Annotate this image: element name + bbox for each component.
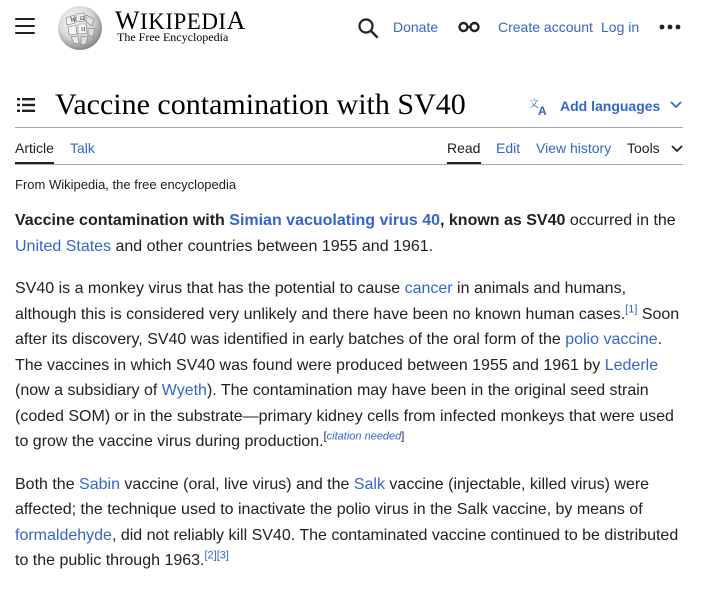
- add-languages-button[interactable]: Add languages: [560, 98, 661, 114]
- glasses-icon[interactable]: [458, 20, 480, 34]
- language-icon[interactable]: [529, 96, 551, 116]
- link-simian-virus[interactable]: Simian vacuolating virus 40: [229, 212, 441, 229]
- wikipedia-wordmark[interactable]: WIKIPEDIA: [115, 6, 246, 35]
- login-link[interactable]: Log in: [601, 19, 640, 35]
- tab-view-history[interactable]: View history: [536, 140, 612, 156]
- bold-text: , known as SV40: [440, 212, 566, 229]
- citation-bracket: [: [323, 430, 327, 443]
- link-lederle[interactable]: Lederle: [604, 356, 659, 374]
- paragraph-lead: [15, 208, 690, 259]
- chevron-down-icon[interactable]: [670, 101, 682, 109]
- svg-text:Ω: Ω: [80, 16, 85, 22]
- article-body: [15, 208, 690, 591]
- reference-1[interactable]: [1]: [625, 303, 638, 316]
- page-title: Vaccine contamination with SV40: [55, 88, 466, 121]
- tab-talk[interactable]: Talk: [70, 140, 95, 156]
- paragraph-3: [15, 472, 690, 574]
- search-icon[interactable]: [357, 17, 379, 39]
- paragraph-2: [15, 276, 690, 455]
- title-divider: [15, 127, 683, 128]
- citation-needed-link[interactable]: citation needed: [326, 430, 402, 443]
- reference-2[interactable]: [2]: [204, 549, 217, 562]
- link-united-states[interactable]: United States: [15, 237, 112, 255]
- text: occurred in the: [565, 212, 676, 229]
- create-account-link[interactable]: Create account: [498, 19, 593, 35]
- text: in animals and humans, although this is considered very unlikely and there have been no known human cases.: [15, 280, 627, 323]
- more-icon[interactable]: [659, 24, 681, 30]
- tabs-divider: [15, 164, 683, 165]
- wikipedia-globe-icon[interactable]: [56, 4, 104, 52]
- reference-3[interactable]: [3]: [216, 549, 229, 562]
- tab-article[interactable]: Article: [15, 140, 54, 156]
- page-tabs: [0, 130, 702, 164]
- text: (now a subsidiary of: [15, 382, 162, 399]
- text: vaccine (oral, live virus) and the: [119, 475, 354, 493]
- tab-edit[interactable]: Edit: [496, 140, 521, 156]
- link-cancer[interactable]: cancer: [404, 280, 453, 297]
- text: SV40 is a monkey virus that has the potential to cause: [15, 280, 405, 297]
- text: Soon after its discovery, SV40 was identified in early batches of the oral form of the: [15, 305, 680, 348]
- text: , did not reliably kill SV40. The contaminated vaccine continued to be distributed to the public through 1963.: [15, 526, 679, 569]
- hamburger-icon[interactable]: [15, 18, 35, 34]
- citation-bracket: ]: [401, 430, 405, 443]
- svg-text:A: A: [538, 104, 547, 116]
- link-formaldehyde[interactable]: formaldehyde: [15, 526, 112, 544]
- chevron-down-icon[interactable]: [671, 145, 683, 153]
- link-sabin[interactable]: Sabin: [79, 475, 120, 493]
- donate-link[interactable]: Donate: [393, 19, 439, 35]
- toc-icon[interactable]: [17, 98, 35, 112]
- text: ). The contamination may have been in the original seed strain (coded SOM) or in the substrate—primary kidney cells from infected monkeys that were used to grow the vaccine virus during production.: [15, 382, 674, 450]
- svg-text:W: W: [70, 16, 77, 24]
- svg-text:И: И: [81, 27, 86, 33]
- tab-tools[interactable]: Tools: [627, 140, 660, 156]
- site-subtitle: From Wikipedia, the free encyclopedia: [15, 177, 237, 192]
- wikipedia-tagline: The Free Encyclopedia: [117, 30, 229, 44]
- text: Both the: [15, 475, 80, 493]
- bold-text: Vaccine contamination with: [15, 212, 230, 229]
- text: and other countries between 1955 and 1961.: [111, 237, 434, 255]
- text: vaccine (injectable, killed virus) were affected; the technique used to inactivate the polio virus in the Salk vaccine, by means of: [15, 475, 650, 518]
- text: . The vaccines in which SV40 was found were produced between 1955 and 1961 by: [15, 331, 663, 374]
- link-polio-vaccine[interactable]: polio vaccine: [565, 331, 658, 348]
- link-wyeth[interactable]: Wyeth: [161, 382, 207, 399]
- title-row: [0, 84, 702, 128]
- link-salk[interactable]: Salk: [353, 475, 385, 493]
- tab-read[interactable]: Read: [447, 140, 481, 156]
- site-header: [0, 0, 702, 56]
- svg-text:文: 文: [529, 99, 539, 110]
